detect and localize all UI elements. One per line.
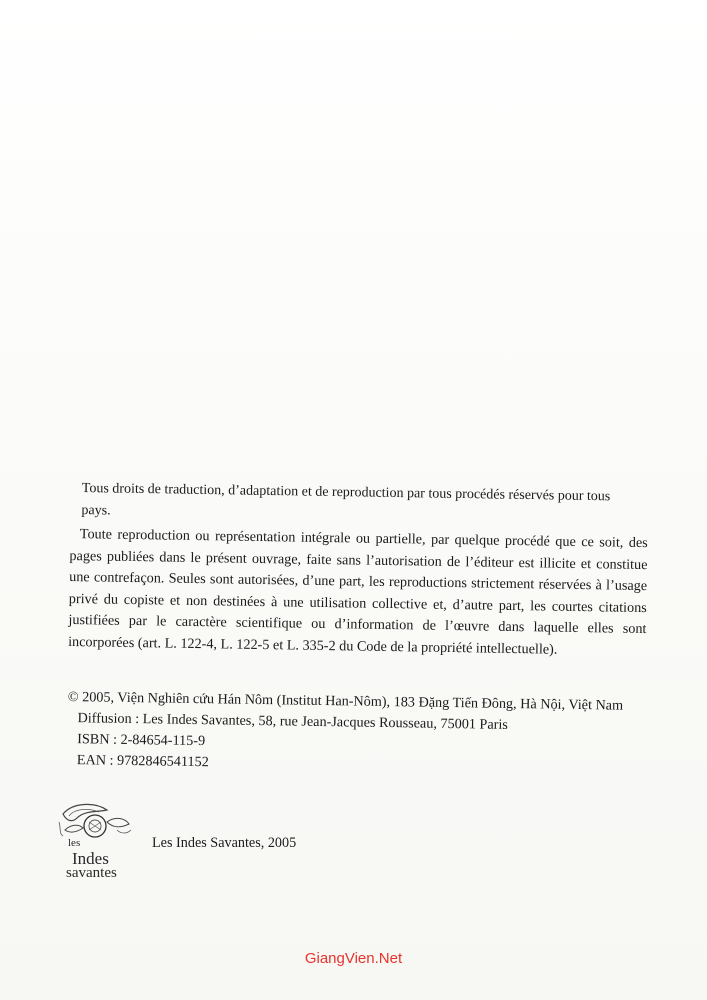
logo-les: les bbox=[68, 837, 81, 849]
publisher-line: Les Indes Savantes, 2005 bbox=[152, 835, 297, 851]
logo-savantes: savantes bbox=[66, 865, 117, 881]
isbn-line: ISBN : 2-84654-115-9 bbox=[77, 731, 206, 750]
ean-line: EAN : 9782846541152 bbox=[76, 752, 209, 771]
rights-notice: Tous droits de traduction, d’adaptation et de reproduction par tous procédés réservés pour tous pays. bbox=[81, 480, 611, 518]
publisher-logo-text bbox=[60, 836, 117, 881]
diffusion-line: Diffusion : Les Indes Savantes, 58, rue Jean-Jacques Rousseau, 75001 Paris bbox=[77, 710, 508, 733]
legal-notice: Toute reproduction ou représentation intégrale ou partielle, par quelque procédé que ce soit, des pages publiées dans le présent ouvrage, faite sans l’autorisation de l’éditeur est illicite et constitue une contrefaçon. Seules sont autorisées, d’une part, les reproductions strictement réservées à l’usage privé du copiste et non destinées à une utilisation collective et, d’autre part, les courtes citations justifiées par le caractère scientifique ou d’information de l’œuvre dans laquelle elles sont incorporées (art. L. 122-4, L. 122-5 et L. 335-2 du Code de la propriété intellectuelle). bbox=[68, 526, 648, 658]
logo-indes: Indes bbox=[72, 849, 109, 868]
imprint-block bbox=[67, 687, 658, 780]
watermark: GiangVien.Net bbox=[304, 950, 403, 967]
copyright-line: © 2005, Viện Nghiên cứu Hán Nôm (Institut Han-Nôm), 183 Đặng Tiến Đông, Hà Nội, Việt Nam bbox=[67, 688, 624, 714]
